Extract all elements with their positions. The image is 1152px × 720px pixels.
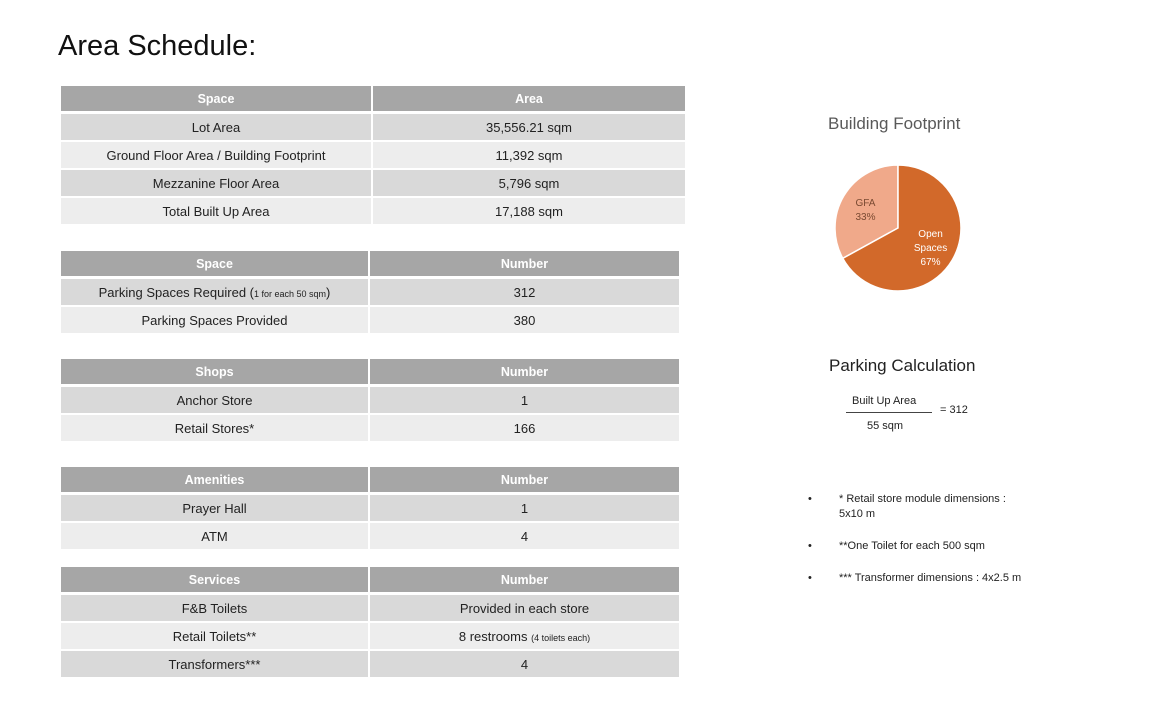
table-row [61, 279, 679, 307]
note-text: *** Transformer dimensions : 4x2.5 m [839, 572, 1022, 584]
table-row [61, 142, 685, 170]
parking-calculation-title: Parking Calculation [829, 356, 976, 375]
building-footprint-pie-chart [828, 158, 968, 298]
table-row [61, 198, 685, 226]
page-title: Area Schedule: [58, 30, 257, 62]
services-table [61, 567, 679, 679]
column-header: Space [61, 251, 370, 279]
pie-label-gfa: GFA 33% [855, 197, 876, 223]
table-row [61, 307, 679, 335]
table-cell: 380 [370, 307, 679, 335]
table-header-row [61, 359, 679, 387]
column-header: Number [370, 467, 679, 495]
notes-list [808, 492, 1028, 603]
column-header: Number [370, 359, 679, 387]
table-header-row [61, 567, 679, 595]
table-row [61, 523, 679, 551]
table-cell: Ground Floor Area / Building Footprint [61, 142, 373, 170]
column-header: Shops [61, 359, 370, 387]
column-header: Number [370, 251, 679, 279]
table-cell: F&B Toilets [61, 595, 370, 623]
pie-chart-title: Building Footprint [828, 114, 961, 133]
fraction-numerator: Built Up Area [852, 395, 917, 407]
table-cell: Transformers*** [61, 651, 370, 679]
table-row [61, 651, 679, 679]
table-cell: Provided in each store [370, 595, 679, 623]
table-cell: 17,188 sqm [373, 198, 685, 226]
table-cell: 5,796 sqm [373, 170, 685, 198]
cell-text: ) [326, 284, 331, 300]
note-text: **One Toilet for each 500 sqm [839, 540, 985, 552]
table-cell: Prayer Hall [61, 495, 370, 523]
bullet: • [808, 493, 812, 505]
column-header: Amenities [61, 467, 370, 495]
cell-note: (4 toilets each) [531, 632, 591, 643]
list-item [808, 539, 1028, 554]
table-cell: 4 [370, 523, 679, 551]
column-header: Space [61, 86, 373, 114]
cell-text: 8 restrooms [458, 628, 532, 644]
table-cell: Retail Stores* [61, 415, 370, 443]
table-row [61, 170, 685, 198]
table-row [61, 114, 685, 142]
table-cell: Anchor Store [61, 387, 370, 415]
table-cell: Lot Area [61, 114, 373, 142]
table-cell: 35,556.21 sqm [373, 114, 685, 142]
table-cell [61, 279, 370, 307]
pie-label-open-spaces: Open Spaces 67% [913, 229, 948, 269]
table-header-row [61, 251, 679, 279]
bullet: • [808, 540, 812, 552]
list-item [808, 571, 1028, 586]
table-cell: 312 [370, 279, 679, 307]
table-header-row [61, 86, 685, 114]
column-header: Number [370, 567, 679, 595]
table-row [61, 623, 679, 651]
cell-text: Parking Spaces Required ( [98, 284, 254, 300]
fraction-result: = 312 [940, 404, 968, 416]
fraction-line [846, 412, 932, 413]
table-cell [370, 623, 679, 651]
amenities-table [61, 467, 679, 551]
table-cell: Mezzanine Floor Area [61, 170, 373, 198]
table-cell: Total Built Up Area [61, 198, 373, 226]
table-row [61, 495, 679, 523]
area-table [61, 86, 685, 226]
table-cell: Retail Toilets** [61, 623, 370, 651]
column-header: Area [373, 86, 685, 114]
table-cell: 1 [370, 495, 679, 523]
list-item [808, 492, 1028, 522]
table-cell: 4 [370, 651, 679, 679]
shops-table [61, 359, 679, 443]
note-text: * Retail store module dimensions : 5x10 m [839, 493, 1006, 520]
parking-table [61, 251, 679, 335]
table-header-row [61, 467, 679, 495]
table-cell: ATM [61, 523, 370, 551]
table-cell: 11,392 sqm [373, 142, 685, 170]
fraction-denominator: 55 sqm [867, 420, 904, 432]
table-cell: 166 [370, 415, 679, 443]
table-row [61, 595, 679, 623]
table-cell: 1 [370, 387, 679, 415]
table-cell: Parking Spaces Provided [61, 307, 370, 335]
column-header: Services [61, 567, 370, 595]
table-row [61, 415, 679, 443]
bullet: • [808, 572, 812, 584]
table-row [61, 387, 679, 415]
cell-note: 1 for each 50 sqm [253, 288, 327, 299]
